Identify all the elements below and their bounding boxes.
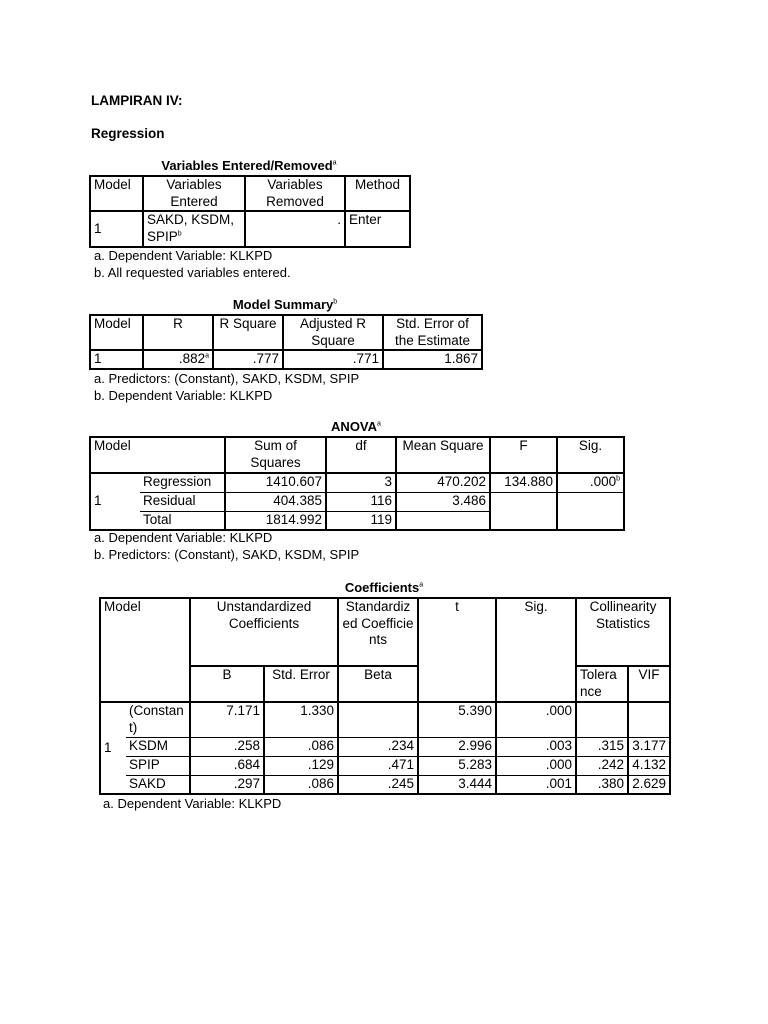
cell-constant-vif	[628, 702, 670, 737]
header-b: B	[190, 666, 264, 702]
cell-method: Enter	[345, 211, 410, 247]
header-model: Model	[90, 176, 143, 211]
header-method: Method	[345, 176, 410, 211]
cell-ksdm-sig: .003	[496, 737, 576, 756]
cell-residual-ss: 404.385	[225, 492, 326, 511]
header-sig: Sig.	[557, 437, 624, 473]
cell-spip-sig: .000	[496, 756, 576, 775]
cell-total-sig	[557, 511, 624, 530]
anova-note-b: b. Predictors: (Constant), SAKD, KSDM, SPIP	[94, 547, 360, 562]
cell-model: 1	[100, 702, 126, 794]
cell-ksdm-beta: .234	[338, 737, 418, 756]
cell-sakd-beta: .245	[338, 775, 418, 794]
model-summary-note-b: b. Dependent Variable: KLKPD	[94, 388, 273, 403]
cell-sakd-sig: .001	[496, 775, 576, 794]
cell-ksdm-vif: 3.177	[628, 737, 670, 756]
cell-spip-vif: 4.132	[628, 756, 670, 775]
cell-constant-tolerance	[576, 702, 628, 737]
header-variables-entered: Variables Entered	[143, 176, 245, 211]
cell-ksdm-tolerance: .315	[576, 737, 628, 756]
cell-ksdm-b: .258	[190, 737, 264, 756]
cell-constant-sig: .000	[496, 702, 576, 737]
cell-spip-se: .129	[264, 756, 338, 775]
cell-ksdm-se: .086	[264, 737, 338, 756]
header-r-square: R Square	[213, 315, 283, 350]
cell-residual-ms: 3.486	[396, 492, 490, 511]
anova-note-a: a. Dependent Variable: KLKPD	[94, 530, 273, 545]
header-variables-removed: Variables Removed	[245, 176, 345, 211]
header-t: t	[418, 598, 496, 702]
cell-total-df: 119	[326, 511, 396, 530]
cell-r: .882$^a$	[143, 350, 213, 369]
header-unstandardized-coefficients: Unstandardized Coefficients	[190, 598, 338, 666]
header-std-error: Std. Error	[264, 666, 338, 702]
header-mean-square: Mean Square	[396, 437, 490, 473]
cell-std-error-estimate: 1.867	[383, 350, 482, 369]
model-summary-table	[89, 314, 483, 370]
header-sum-of-squares: Sum of Squares	[225, 437, 326, 473]
cell-regression-df: 3	[326, 473, 396, 492]
cell-total-ms	[396, 511, 490, 530]
anova-title: ANOVA$^a$	[331, 419, 381, 434]
cell-constant-b: 7.171	[190, 702, 264, 737]
header-beta: Beta	[338, 666, 418, 702]
page-title: LAMPIRAN IV:	[91, 93, 183, 108]
cell-total-ss: 1814.992	[225, 511, 326, 530]
variables-entered-note-a: a. Dependent Variable: KLKPD	[94, 248, 273, 263]
anova-table	[89, 436, 625, 531]
cell-residual-label: Residual	[143, 492, 196, 508]
coefficients-title: Coefficients$^a$	[344, 580, 424, 595]
coefficients-table	[99, 597, 671, 795]
header-f: F	[490, 437, 557, 473]
cell-sakd-se: .086	[264, 775, 338, 794]
cell-constant-label: (Constant)	[126, 702, 190, 737]
cell-spip-label: SPIP	[126, 756, 190, 775]
cell-total-f	[490, 511, 557, 530]
model-summary-title: Model Summary$^b$	[232, 297, 338, 312]
cell-regression-ss: 1410.607	[225, 473, 326, 492]
header-collinearity-statistics: Collinearity Statistics	[576, 598, 670, 666]
section-title: Regression	[91, 126, 165, 141]
variables-entered-table	[89, 175, 411, 248]
cell-sakd-tolerance: .380	[576, 775, 628, 794]
cell-spip-beta: .471	[338, 756, 418, 775]
cell-residual-sig	[557, 492, 624, 511]
header-df: df	[326, 437, 396, 473]
cell-ksdm-t: 2.996	[418, 737, 496, 756]
cell-regression-sig: .000$^b$	[557, 473, 624, 492]
header-model: Model	[100, 598, 190, 702]
header-model: Model	[90, 437, 225, 473]
cell-residual-df: 116	[326, 492, 396, 511]
header-sig: Sig.	[496, 598, 576, 702]
cell-variables-removed: .	[245, 211, 345, 247]
header-standardized-coefficients: Standardized Coefficients	[338, 598, 418, 666]
cell-sakd-b: .297	[190, 775, 264, 794]
cell-model: 1	[90, 473, 140, 530]
cell-r-square: .777	[213, 350, 283, 369]
cell-constant-t: 5.390	[418, 702, 496, 737]
header-std-error-estimate: Std. Error of the Estimate	[383, 315, 482, 350]
model-summary-note-a: a. Predictors: (Constant), SAKD, KSDM, SPIP	[94, 371, 360, 386]
cell-regression-f: 134.880	[490, 473, 557, 492]
cell-ksdm-label: KSDM	[126, 737, 190, 756]
header-r: R	[143, 315, 213, 350]
cell-total-label: Total	[140, 511, 225, 530]
cell-spip-b: .684	[190, 756, 264, 775]
cell-model: 1	[90, 350, 143, 369]
header-adjusted-r-square: Adjusted R Square	[283, 315, 383, 350]
cell-constant-se: 1.330	[264, 702, 338, 737]
header-vif: VIF	[628, 666, 670, 702]
variables-entered-title: Variables Entered/Removed$^a$	[161, 158, 337, 173]
cell-model: 1	[90, 211, 143, 247]
cell-spip-t: 5.283	[418, 756, 496, 775]
cell-constant-beta	[338, 702, 418, 737]
cell-adjusted-r-square: .771	[283, 350, 383, 369]
cell-regression-label: Regression	[140, 473, 225, 492]
cell-variables-entered: SAKD, KSDM, SPIP$^b$	[143, 211, 245, 247]
header-model: Model	[90, 315, 143, 350]
cell-residual-f	[490, 492, 557, 511]
header-tolerance: Tolerance	[576, 666, 628, 702]
variables-entered-note-b: b. All requested variables entered.	[94, 265, 291, 280]
cell-sakd-vif: 2.629	[628, 775, 670, 794]
cell-sakd-label: SAKD	[126, 775, 190, 794]
cell-regression-ms: 470.202	[396, 473, 490, 492]
cell-sakd-t: 3.444	[418, 775, 496, 794]
coefficients-note-a: a. Dependent Variable: KLKPD	[103, 796, 282, 811]
cell-spip-tolerance: .242	[576, 756, 628, 775]
